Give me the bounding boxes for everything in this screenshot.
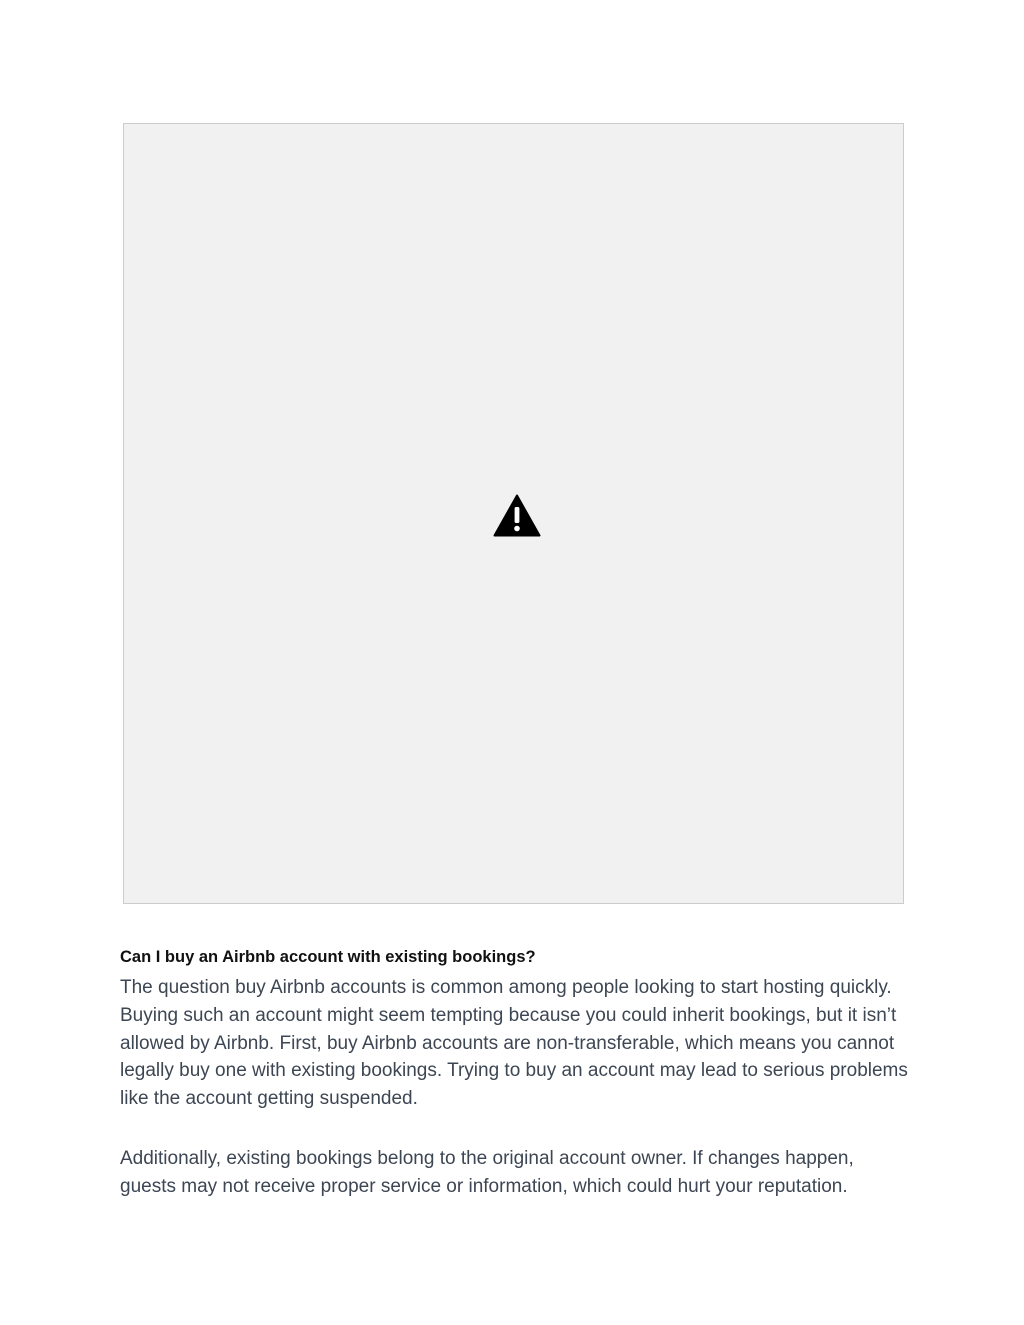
warning-icon <box>493 494 541 537</box>
faq-question-heading: Can I buy an Airbnb account with existing bookings? <box>120 948 536 966</box>
faq-answer-paragraph: The question buy Airbnb accounts is common among people looking to start hosting quickly. Buying such an account might seem tempting because you could inherit bookings, but it isn’t allowed by Airbnb. First, buy Airbnb accounts are non-transferable, which means you cannot legally buy one with existing bookings. Trying to buy an account may lead to serious problems like the account getting suspended. <box>120 977 908 1110</box>
faq-answer-paragraph: Additionally, existing bookings belong to the original account owner. If changes happen, guests may not receive proper service or information, which could hurt your reputation. <box>120 1148 854 1197</box>
broken-image-placeholder <box>123 123 904 904</box>
